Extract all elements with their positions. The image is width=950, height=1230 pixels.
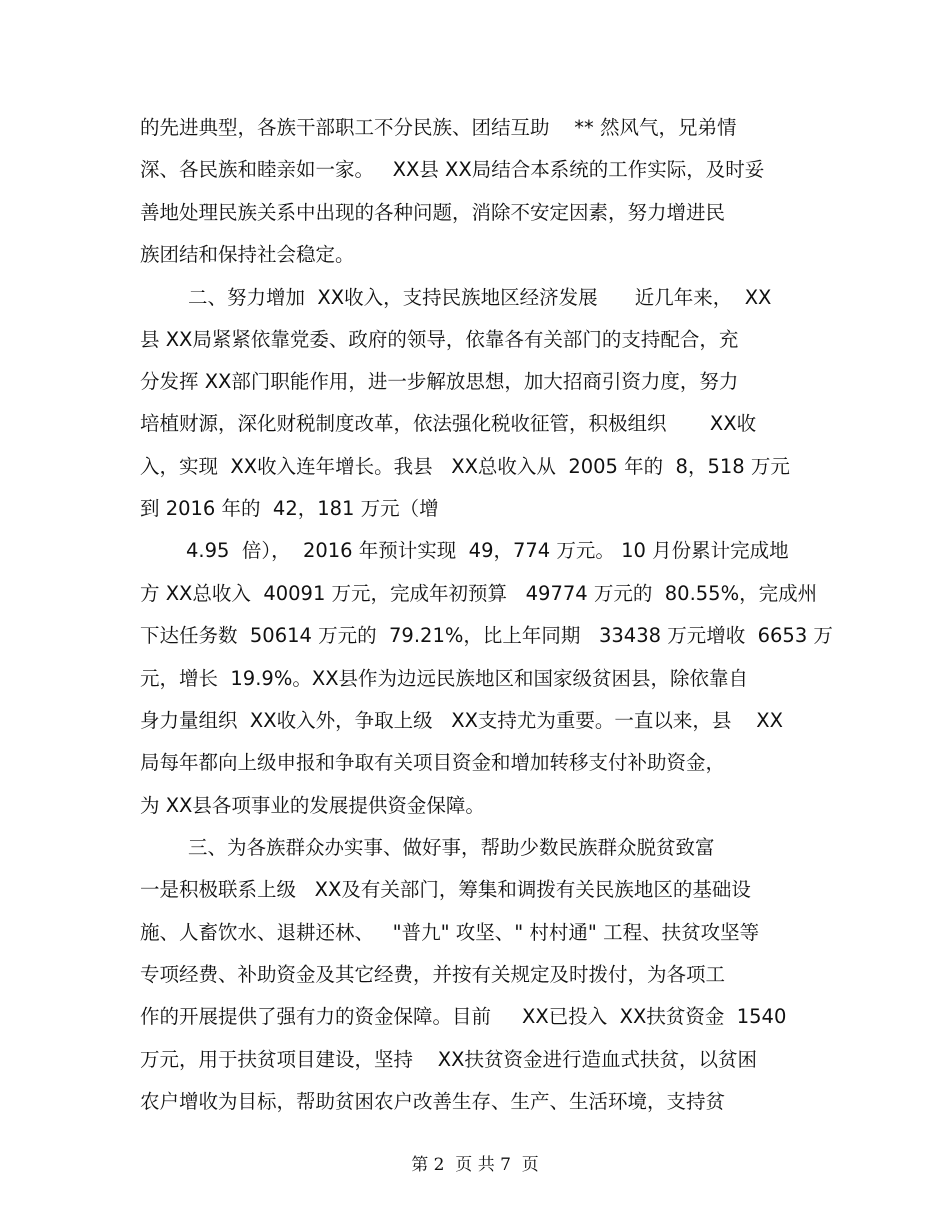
text-line: 入，实现 XX收入连年增长。我县 XX总收入从 2005 年的 8，518 万元 [140, 455, 790, 478]
text-line: 方 XX总收入 40091 万元，完成年初预算 49774 万元的 80.55%，完成州 [140, 582, 818, 605]
text-line: 身力量组织 XX收入外，争取上级 XX支持尤为重要。一直以来，县 XX [140, 709, 783, 732]
text-line: 专项经费、补助资金及其它经费，并按有关规定及时拨付，为各项工 [140, 963, 726, 986]
text-line: 县 XX局紧紧依靠党委、政府的领导，依靠各有关部门的支持配合，充 [140, 328, 739, 351]
text-line: 作的开展提供了强有力的资金保障。目前 XX已投入 XX扶贫资金 1540 [140, 1005, 787, 1028]
section-heading-line: 二、努力增加 XX收入，支持民族地区经济发展 近几年来， XX [188, 286, 772, 309]
text-line: 4.95 倍）， 2016 年预计实现 49，774 万元。 10 月份累计完成地 [186, 539, 789, 562]
page-number-footer: 第 2 页 共 7 页 [411, 1155, 539, 1175]
text-line: 局每年都向上级申报和争取有关项目资金和增加转移支付补助资金， [140, 751, 726, 774]
text-line: 的先进典型，各族干部职工不分民族、团结互助 ** 然风气，兄弟情 [140, 116, 737, 139]
text-line: 农户增收为目标，帮助贫困农户改善生存、生产、生活环境，支持贫 [140, 1090, 726, 1113]
text-line: 到 2016 年的 42，181 万元（增 [140, 497, 439, 520]
text-line: 一是积极联系上级 XX及有关部门，筹集和调拨有关民族地区的基础设 [140, 878, 751, 901]
text-line: 下达任务数 50614 万元的 79.21%，比上年同期 33438 万元增收 6653 万 [140, 624, 833, 647]
text-line: 施、人畜饮水、退耕还林、 "普九" 攻坚、" 村村通" 工程、扶贫攻坚等 [140, 921, 760, 944]
text-line: 深、各民族和睦亲如一家。 XX县 XX局结合本系统的工作实际，及时妥 [140, 158, 765, 181]
text-line: 善地处理民族关系中出现的各种问题，消除不安定因素，努力增进民 [140, 201, 726, 224]
text-line: 元，增长 19.9%。XX县作为边远民族地区和国家级贫困县，除依靠自 [140, 667, 749, 690]
text-line: 万元，用于扶贫项目建设，坚持 XX扶贫资金进行造血式扶贫，以贫困 [140, 1048, 758, 1071]
text-line: 族团结和保持社会稳定。 [140, 243, 355, 266]
text-line: 为 XX县各项事业的发展提供资金保障。 [140, 794, 485, 817]
text-line: 培植财源，深化财税制度改革，依法强化税收征管，积极组织 XX收 [140, 412, 757, 435]
section-heading-line: 三、为各族群众办实事、做好事，帮助少数民族群众脱贫致富 [188, 836, 715, 859]
text-line: 分发挥 XX部门职能作用，进一步解放思想，加大招商引资力度，努力 [140, 370, 739, 393]
